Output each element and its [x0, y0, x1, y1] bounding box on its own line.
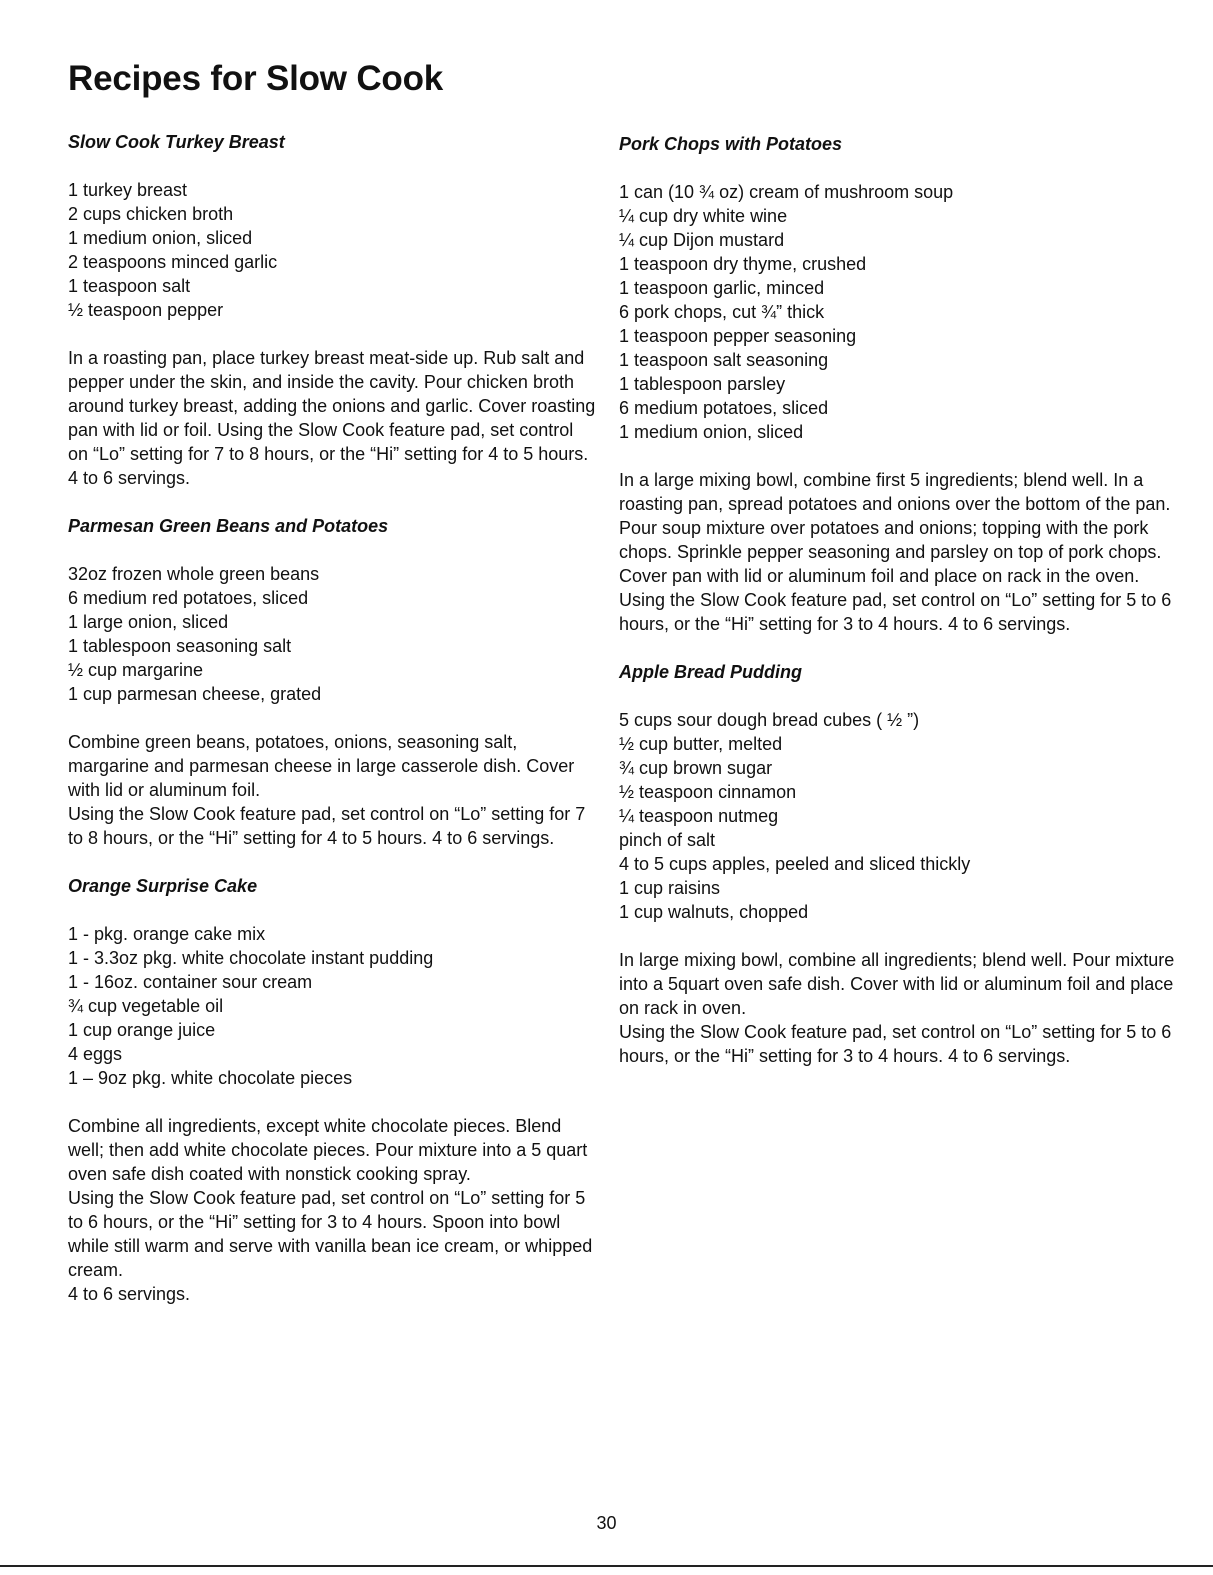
ingredient-item: 1 can (10 ¾ oz) cream of mushroom soup [619, 182, 954, 202]
recipe-title: Pork Chops with Potatoes [619, 134, 843, 154]
recipe-turkey-breast [68, 130, 598, 490]
directions-paragraph: In a roasting pan, place turkey breast meat-side up. Rub salt and pepper under the skin, and inside the cavity. Pour chicken broth around turkey breast, adding the onions and garlic. Cover roasting pan with lid or foil. Using the Slow Cook feature pad, set control on “Lo” setting for 7 to 8 hours, or the “Hi” setting for 4 to 5 hours. 4 to 6 servings. [68, 348, 596, 488]
ingredient-item: ½ teaspoon pepper [68, 300, 224, 320]
ingredient-item: 1 tablespoon parsley [619, 374, 786, 394]
directions [68, 346, 598, 490]
ingredient-list [619, 708, 1179, 924]
recipe-title: Orange Surprise Cake [68, 876, 258, 896]
ingredient-item: 1 cup parmesan cheese, grated [68, 684, 322, 704]
directions-paragraph: In a large mixing bowl, combine first 5 ingredients; blend well. In a roasting pan, spread potatoes and onions over the bottom of the pan. Pour soup mixture over potatoes and onions; topping with the pork chops. Sprinkle pepper seasoning and parsley on top of pork chops. Cover pan with lid or aluminum foil and place on rack in the oven. [619, 470, 1171, 586]
page-title: Recipes for Slow Cook [68, 59, 444, 98]
directions [68, 730, 598, 850]
directions-paragraph: In large mixing bowl, combine all ingredients; blend well. Pour mixture into a 5quart oven safe dish. Cover with lid or aluminum foil and place on rack in oven. [619, 950, 1175, 1018]
recipe-title: Apple Bread Pudding [619, 662, 803, 682]
ingredient-list [68, 562, 598, 706]
right-column [619, 132, 1179, 1068]
ingredient-item: 1 turkey breast [68, 180, 188, 200]
ingredient-item: 2 teaspoons minced garlic [68, 252, 278, 272]
recipe-apple-bread-pudding [619, 660, 1179, 1068]
directions-paragraph: 4 to 6 servings. [68, 1284, 191, 1304]
ingredient-item: ½ cup butter, melted [619, 734, 783, 754]
ingredient-item: 1 - 16oz. container sour cream [68, 972, 313, 992]
recipe-orange-surprise-cake [68, 874, 598, 1306]
ingredient-item: 1 medium onion, sliced [619, 422, 804, 442]
ingredient-item: 1 cup walnuts, chopped [619, 902, 809, 922]
ingredient-item: ¾ cup brown sugar [619, 758, 773, 778]
directions-paragraph: Combine all ingredients, except white chocolate pieces. Blend well; then add white chocolate pieces. Pour mixture into a 5 quart oven safe dish coated with nonstick cooking spray. [68, 1116, 588, 1184]
ingredient-item: 1 teaspoon dry thyme, crushed [619, 254, 867, 274]
recipe-title: Parmesan Green Beans and Potatoes [68, 516, 389, 536]
ingredient-item: 1 medium onion, sliced [68, 228, 253, 248]
recipe-pork-chops [619, 132, 1179, 636]
ingredient-item: ¾ cup vegetable oil [68, 996, 224, 1016]
recipe-parmesan-green-beans [68, 514, 598, 850]
ingredient-item: 4 eggs [68, 1044, 123, 1064]
directions [619, 948, 1179, 1068]
directions [619, 468, 1179, 636]
ingredient-list [68, 922, 598, 1090]
recipe-title: Slow Cook Turkey Breast [68, 132, 285, 152]
ingredient-item: 6 medium potatoes, sliced [619, 398, 829, 418]
ingredient-list [68, 178, 598, 322]
directions-paragraph: Using the Slow Cook feature pad, set control on “Lo” setting for 5 to 6 hours, or the “Hi” setting for 3 to 4 hours. 4 to 6 servings. [619, 1022, 1172, 1066]
ingredient-list [619, 180, 1179, 444]
ingredient-item: 1 teaspoon salt [68, 276, 191, 296]
ingredient-item: 6 medium red potatoes, sliced [68, 588, 309, 608]
directions-paragraph: Combine green beans, potatoes, onions, seasoning salt, margarine and parmesan cheese in large casserole dish. Cover with lid or aluminum foil. [68, 732, 575, 800]
ingredient-item: 1 teaspoon pepper seasoning [619, 326, 857, 346]
ingredient-item: 1 cup orange juice [68, 1020, 216, 1040]
ingredient-item: 4 to 5 cups apples, peeled and sliced thickly [619, 854, 971, 874]
ingredient-item: ¼ cup dry white wine [619, 206, 788, 226]
ingredient-item: 1 tablespoon seasoning salt [68, 636, 292, 656]
ingredient-item: 1 teaspoon garlic, minced [619, 278, 825, 298]
ingredient-item: 32oz frozen whole green beans [68, 564, 320, 584]
directions [68, 1114, 598, 1306]
page-number: 30 [596, 1513, 617, 1533]
ingredient-item: 1 – 9oz pkg. white chocolate pieces [68, 1068, 353, 1088]
left-column [68, 130, 598, 1306]
ingredient-item: ½ cup margarine [68, 660, 204, 680]
ingredient-item: 1 cup raisins [619, 878, 721, 898]
ingredient-item: ½ teaspoon cinnamon [619, 782, 797, 802]
directions-paragraph: Using the Slow Cook feature pad, set control on “Lo” setting for 5 to 6 hours, or the “Hi” setting for 3 to 4 hours. Spoon into bowl while still warm and serve with vanilla bean ice cream, or whipped cream. [68, 1188, 593, 1280]
ingredient-item: 2 cups chicken broth [68, 204, 234, 224]
ingredient-item: pinch of salt [619, 830, 716, 850]
ingredient-item: 6 pork chops, cut ¾” thick [619, 302, 825, 322]
ingredient-item: ¼ cup Dijon mustard [619, 230, 785, 250]
bottom-divider [0, 1565, 1213, 1567]
directions-paragraph: Using the Slow Cook feature pad, set control on “Lo” setting for 5 to 6 hours, or the “Hi” setting for 3 to 4 hours. 4 to 6 servings. [619, 590, 1172, 634]
ingredient-item: 1 - 3.3oz pkg. white chocolate instant pudding [68, 948, 434, 968]
ingredient-item: 1 - pkg. orange cake mix [68, 924, 266, 944]
ingredient-item: 1 large onion, sliced [68, 612, 229, 632]
ingredient-item: 1 teaspoon salt seasoning [619, 350, 829, 370]
directions-paragraph: Using the Slow Cook feature pad, set control on “Lo” setting for 7 to 8 hours, or the “Hi” setting for 4 to 5 hours. 4 to 6 servings. [68, 804, 586, 848]
ingredient-item: ¼ teaspoon nutmeg [619, 806, 779, 826]
ingredient-item: 5 cups sour dough bread cubes ( ½ ”) [619, 710, 920, 730]
